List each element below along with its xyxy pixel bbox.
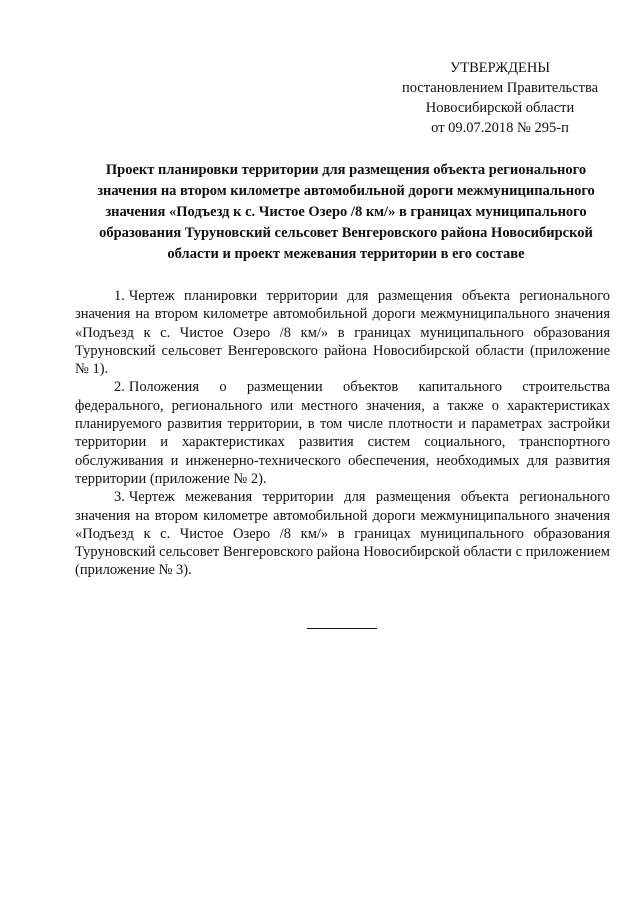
title-line: образования Туруновский сельсовет Венгеровского района Новосибирской <box>99 225 593 241</box>
item-text: Чертеж межевания территории для размещения объекта регионального значения на втором километре автомобильной дороги межмуниципального значения «Подъезд к с. Чистое Озеро /8 км/» в границах муниципального образования Туруновский сельсовет Венгеровского района Новосибирской области с приложением (приложение № 3). <box>75 489 610 579</box>
item-number: 1. <box>114 288 125 304</box>
item-text: Чертеж планировки территории для размещения объекта регионального значения на втором километре автомобильной дороги межмуниципального значения «Подъезд к с. Чистое Озеро /8 км/» в границах муниципального образования Туруновский сельсовет Венгеровского района Новосибирской области (приложение № 1). <box>75 288 610 378</box>
list-item <box>75 378 610 488</box>
document-body <box>75 287 610 580</box>
title-line: значения «Подъезд к с. Чистое Озеро /8 км/» в границах муниципального <box>105 204 587 220</box>
approval-date-number: от 09.07.2018 № 295-п <box>431 120 569 136</box>
item-text: Положения о размещении объектов капитального строительства федерального, регионального или местного значения, а также о характеристиках планируемого развития территории, в том числе плотности и параметрах застройки территории и характеристиках развития систем социального, транспортного обслуживания и инженерно-технического обеспечения, необходимых для развития территории (приложение № 2). <box>75 379 610 487</box>
approval-region: Новосибирской области <box>425 100 575 116</box>
title-line: Проект планировки территории для размещения объекта регионального <box>105 162 587 178</box>
item-number: 2. <box>114 379 125 396</box>
approval-heading: УТВЕРЖДЕНЫ <box>449 60 551 76</box>
title-line: значения на втором километре автомобильной дороги межмуниципального <box>97 183 595 199</box>
list-item <box>75 488 610 579</box>
end-separator-line <box>307 628 377 629</box>
document-title <box>70 160 622 265</box>
title-line: области и проект межевания территории в его составе <box>167 246 525 262</box>
approval-block <box>380 58 620 138</box>
approval-authority: постановлением Правительства <box>401 80 599 96</box>
item-number: 3. <box>114 489 125 506</box>
list-item <box>75 287 610 378</box>
